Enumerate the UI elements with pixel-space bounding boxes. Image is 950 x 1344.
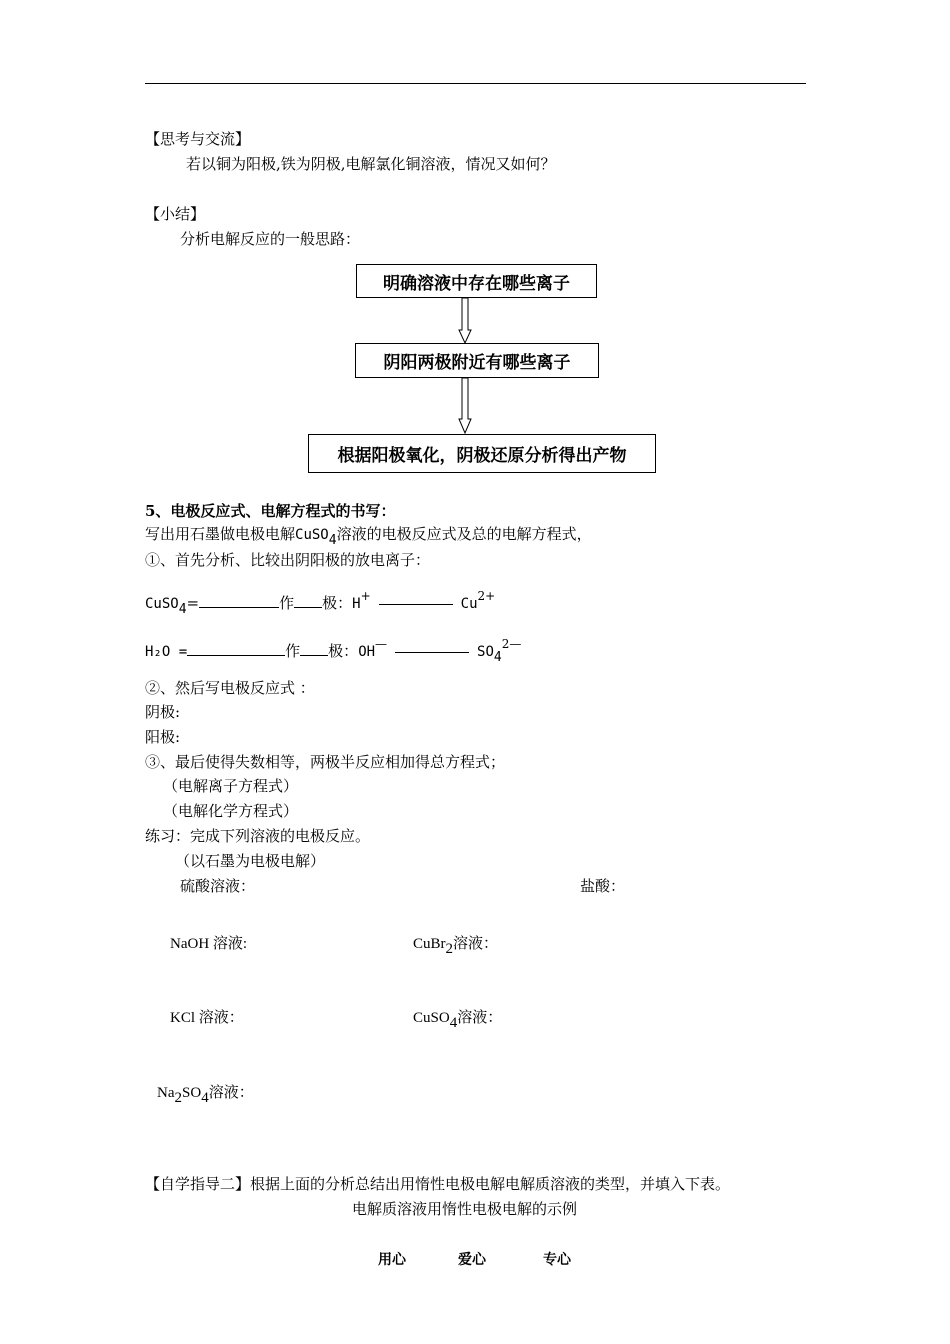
flow-step-3: 根据阳极氧化，阴极还原分析得出产物 (308, 434, 656, 473)
equation-cuso4: CuSO4= 作 极：H+ $Cu^{2+}$ (145, 589, 496, 617)
footer-item: 用心 (378, 1252, 406, 1268)
guide2-text: 【自学指导二】根据上面的分析总结出用惰性电极电解电解质溶液的类型，并填入下表。 (145, 1175, 731, 1193)
step3: ③、最后使得失数相等，两极半反应相加得总方程式； (145, 753, 506, 771)
dash-line (379, 604, 453, 605)
think-question: 若以铜为阳极,铁为阴极,电解氯化铜溶液，情况又如何？ (186, 155, 556, 173)
header-rule (145, 83, 806, 84)
flow-step-1: 明确溶液中存在哪些离子 (356, 264, 597, 298)
summary-heading: 【小结】 (145, 205, 206, 223)
exercise-naoh: NaOH 溶液: (170, 936, 248, 952)
exercise-cuso4: CuSO4溶液： (413, 1008, 503, 1031)
exercise-cubr2: CuBr2溶液： (413, 934, 499, 957)
answer-blank[interactable] (294, 593, 322, 608)
exercise-hcl: 盐酸： (580, 877, 626, 895)
dash-line (395, 652, 469, 653)
footer-item: 爱心 (458, 1252, 486, 1268)
equation-h2o: H₂O = 作 极：OH— $SO4^{2—}$ (145, 637, 522, 665)
think-heading: 【思考与交流】 (145, 130, 251, 148)
guide2-caption: 电解质溶液用惰性电极电解的示例 (352, 1200, 578, 1218)
answer-blank[interactable] (199, 593, 279, 608)
exercise-title: 练习：完成下列溶液的电极反应。 (145, 827, 371, 845)
flow-step-2: 阴阳两极附近有哪些离子 (355, 343, 599, 378)
step2: ②、然后写电极反应式 ： (145, 679, 315, 697)
cathode-label: 阴极: (145, 703, 181, 721)
down-arrow-icon (458, 298, 472, 344)
section5-title: 5、电极反应式、电解方程式的书写： (145, 502, 396, 520)
down-arrow-icon (458, 378, 472, 434)
anode-label: 阳极: (145, 728, 181, 746)
footer-item: 专心 (543, 1252, 571, 1268)
chemical-equation-label: （电解化学方程式） (163, 802, 299, 820)
answer-blank[interactable] (187, 641, 285, 656)
step1: ①、首先分析、比较出阴阳极的放电离子： (145, 551, 431, 569)
ionic-equation-label: （电解离子方程式） (163, 777, 299, 795)
answer-blank[interactable] (300, 641, 328, 656)
exercise-kcl: KCl 溶液： (170, 1010, 244, 1026)
exercise-h2so4: 硫酸溶液： (180, 877, 256, 895)
exercise-note: （以石墨为电极电解） (175, 852, 326, 870)
exercise-na2so4: Na2SO4溶液： (157, 1083, 254, 1106)
summary-intro: 分析电解反应的一般思路： (180, 230, 361, 248)
section5-line1: 写出用石墨做电极电解CuSO4溶液的电极反应式及总的电解方程式， (145, 525, 592, 548)
